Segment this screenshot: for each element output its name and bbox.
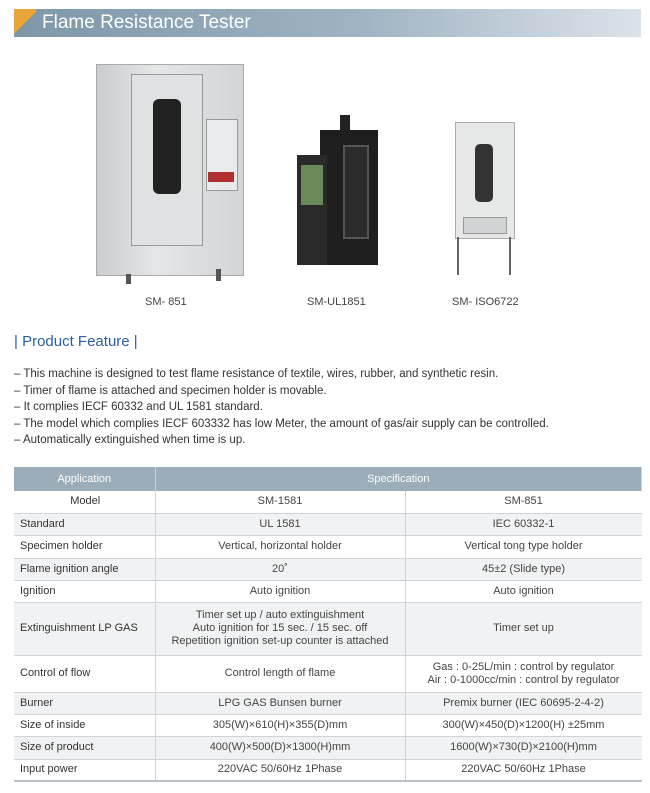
table-row xyxy=(14,655,642,692)
product-caption: SM-UL1851 xyxy=(307,296,366,308)
row-label: Input power xyxy=(14,759,155,781)
spec-cell: Premix burner (IEC 60695-2-4-2) xyxy=(405,692,642,714)
table-row xyxy=(14,602,642,655)
spec-cell: 305(W)×610(H)×355(D)mm xyxy=(155,714,405,736)
table-row xyxy=(14,736,642,759)
row-label: Flame ignition angle xyxy=(14,558,155,580)
spec-cell: 45±2 (Slide type) xyxy=(405,558,642,580)
spec-cell: SM-851 xyxy=(405,491,642,513)
row-label: Extinguishment LP GAS xyxy=(14,602,155,655)
product-image-sm-851 xyxy=(96,64,242,284)
spec-cell: Auto ignition xyxy=(405,580,642,602)
row-label: Specimen holder xyxy=(14,535,155,558)
row-label: Size of product xyxy=(14,736,155,759)
product-caption: SM- ISO6722 xyxy=(452,296,519,308)
spec-cell: Control length of flame xyxy=(155,655,405,692)
row-label: Model xyxy=(14,491,155,513)
row-label: Size of inside xyxy=(14,714,155,736)
header-specification: Specification xyxy=(155,467,642,491)
feature-item: – The model which complies IECF 603332 has low Meter, the amount of gas/air supply can be controlled. xyxy=(14,417,549,430)
spec-cell: Vertical tong type holder xyxy=(405,535,642,558)
spec-cell: 300(W)×450(D)×1200(H) ±25mm xyxy=(405,714,642,736)
table-row xyxy=(14,491,642,513)
table-row xyxy=(14,580,642,602)
spec-table xyxy=(14,467,642,782)
spec-cell: 220VAC 50/60Hz 1Phase xyxy=(405,759,642,781)
feature-item: – This machine is designed to test flame resistance of textile, wires, rubber, and synthetic resin. xyxy=(14,368,499,380)
feature-item: – Automatically extinguished when time is up. xyxy=(14,434,246,446)
spec-cell: LPG GAS Bunsen burner xyxy=(155,692,405,714)
spec-cell: IEC 60332-1 xyxy=(405,513,642,535)
row-label: Standard xyxy=(14,513,155,535)
table-row xyxy=(14,535,642,558)
table-row xyxy=(14,692,642,714)
spec-cell: 1600(W)×730(D)×2100(H)mm xyxy=(405,736,642,759)
product-caption: SM- 851 xyxy=(145,296,187,308)
header-application: Application xyxy=(14,467,155,491)
row-label: Burner xyxy=(14,692,155,714)
table-row xyxy=(14,714,642,736)
product-feature-heading: | Product Feature | xyxy=(14,333,138,350)
product-image-sm-iso6722 xyxy=(455,122,515,277)
product-image-sm-ul1851 xyxy=(295,115,380,270)
feature-list xyxy=(14,366,549,449)
table-row xyxy=(14,558,642,580)
spec-cell: SM-1581 xyxy=(155,491,405,513)
spec-cell: Vertical, horizontal holder xyxy=(155,535,405,558)
feature-item: – It complies IECF 60332 and UL 1581 standard. xyxy=(14,401,263,413)
spec-cell: 220VAC 50/60Hz 1Phase xyxy=(155,759,405,781)
row-label: Ignition xyxy=(14,580,155,602)
table-row xyxy=(14,513,642,535)
corner-accent-icon xyxy=(14,9,36,37)
spec-cell: Timer set up xyxy=(405,602,642,655)
spec-cell: Gas : 0-25L/min : control by regulator Air : 0-1000cc/min : control by regulator xyxy=(405,655,642,692)
row-label: Control of flow xyxy=(14,655,155,692)
spec-cell: UL 1581 xyxy=(155,513,405,535)
page-title: Flame Resistance Tester xyxy=(42,12,251,33)
spec-cell: Auto ignition xyxy=(155,580,405,602)
spec-cell: Timer set up / auto extinguishment Auto ignition for 15 sec. / 15 sec. off Repetition ignition set-up counter is attached xyxy=(155,602,405,655)
spec-cell: 400(W)×500(D)×1300(H)mm xyxy=(155,736,405,759)
table-row xyxy=(14,759,642,781)
spec-cell: 20˚ xyxy=(155,558,405,580)
title-bar xyxy=(14,9,641,37)
feature-item: – Timer of flame is attached and specimen holder is movable. xyxy=(14,384,327,397)
